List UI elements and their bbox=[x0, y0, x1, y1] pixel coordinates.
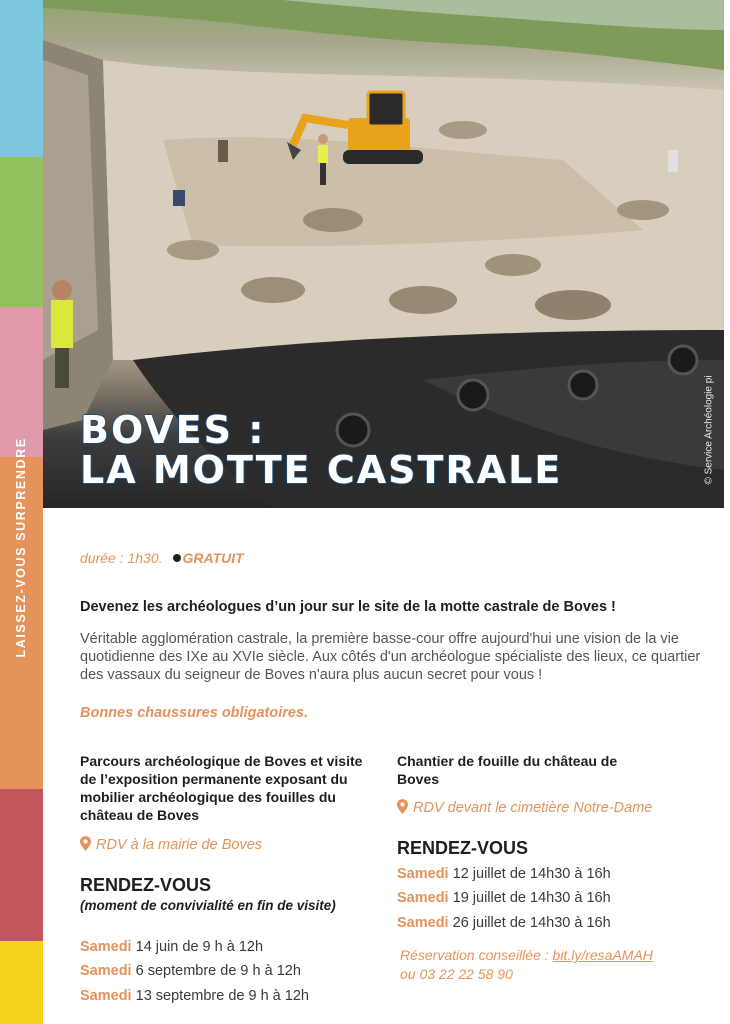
right-rdv-heading: RENDEZ-VOUS bbox=[397, 838, 529, 858]
hero-title bbox=[80, 410, 562, 490]
event-meta bbox=[80, 550, 244, 566]
hero-photo bbox=[43, 0, 724, 508]
date-text: 6 septembre de 9 h à 12h bbox=[135, 963, 301, 979]
date-day: Samedi bbox=[397, 915, 449, 931]
color-stripe bbox=[0, 0, 43, 1024]
stripe-blue bbox=[0, 0, 43, 157]
date-day: Samedi bbox=[397, 890, 449, 906]
right-col-title: Chantier de fouille du château de Boves bbox=[397, 753, 618, 787]
date-day: Samedi bbox=[397, 866, 449, 882]
right-col-location bbox=[397, 799, 652, 816]
photo-credit: © Service Archéologie pi bbox=[703, 375, 715, 485]
date-day: Samedi bbox=[80, 963, 132, 979]
lead-text: Devenez les archéologues d’un jour sur le site de la motte castrale de Boves ! bbox=[80, 599, 616, 615]
date-day: Samedi bbox=[80, 939, 132, 955]
left-rdv-heading: RENDEZ-VOUS bbox=[80, 875, 212, 895]
left-col-location bbox=[80, 836, 262, 853]
date-day: Samedi bbox=[80, 988, 132, 1004]
location-pin-icon bbox=[80, 836, 91, 851]
right-col-location-text: RDV devant le cimetière Notre-Dame bbox=[413, 800, 653, 816]
duration: durée : 1h30. bbox=[80, 550, 163, 566]
stripe-red bbox=[0, 789, 43, 941]
shoes-note: Bonnes chaussures obligatoires. bbox=[80, 705, 309, 721]
date-text: 13 septembre de 9 h à 12h bbox=[135, 988, 309, 1004]
bullet-dot-icon bbox=[173, 554, 181, 562]
reservation-link[interactable]: bit.ly/resaAMAH bbox=[552, 947, 653, 963]
date-text: 19 juillet de 14h30 à 16h bbox=[452, 890, 611, 906]
left-date-3 bbox=[80, 988, 309, 1004]
date-text: 26 juillet de 14h30 à 16h bbox=[452, 915, 611, 931]
stripe-pink bbox=[0, 307, 43, 457]
reservation-info bbox=[400, 946, 653, 984]
hero-title-line-2: LA MOTTE CASTRALE bbox=[80, 448, 563, 492]
date-text: 14 juin de 9 h à 12h bbox=[135, 939, 264, 955]
stripe-green bbox=[0, 157, 43, 307]
right-date-3 bbox=[397, 915, 611, 931]
reservation-phone[interactable]: ou 03 22 22 58 90 bbox=[400, 966, 513, 982]
left-col-title: Parcours archéologique de Boves et visite de l’exposition permanente exposant du mobilier archéologique des fouilles du château de Boves bbox=[80, 753, 363, 823]
right-date-2 bbox=[397, 890, 611, 906]
right-date-1 bbox=[397, 866, 611, 882]
date-text: 12 juillet de 14h30 à 16h bbox=[452, 866, 611, 882]
description: Véritable agglomération castrale, la première basse-cour offre aujourd'hui une vision de la vie quotidienne des IXe au XVIe siècle. Aux côtés d'un archéologue spécialiste des lieux, ce quartier des vassaux du seigneur de Boves n'aura plus aucun secret pour vous ! bbox=[80, 631, 701, 683]
left-col-location-text: RDV à la mairie de Boves bbox=[96, 837, 263, 853]
side-label bbox=[14, 615, 28, 658]
stripe-yellow bbox=[0, 941, 43, 1024]
price: GRATUIT bbox=[182, 550, 244, 566]
location-pin-icon bbox=[397, 799, 408, 814]
left-date-2 bbox=[80, 963, 301, 979]
reservation-label: Réservation conseillée : bbox=[400, 947, 549, 963]
hero-title-line-1: BOVES : bbox=[80, 408, 266, 452]
left-date-1 bbox=[80, 939, 263, 955]
left-rdv-subtitle: (moment de convivialité en fin de visite) bbox=[80, 898, 336, 913]
